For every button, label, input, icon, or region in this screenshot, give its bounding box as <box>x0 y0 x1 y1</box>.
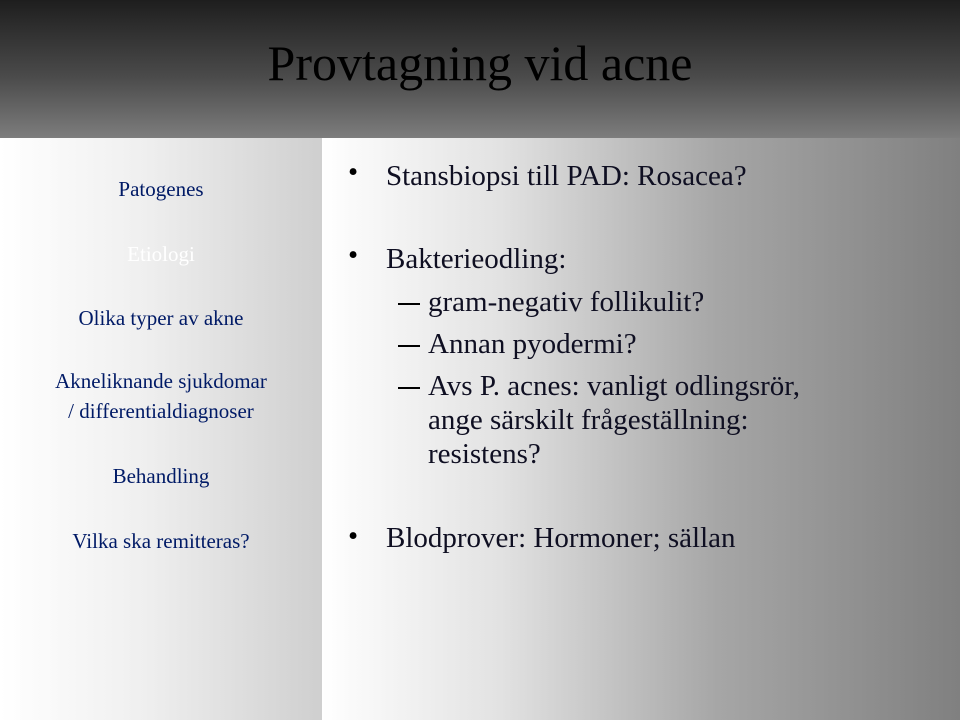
nav-link-olika-typer[interactable]: Olika typer av akne <box>78 306 244 330</box>
bullet-stansbiopsi: Stansbiopsi till PAD: Rosacea? <box>386 160 747 192</box>
title-band <box>0 0 960 138</box>
subitem-avs-p-acnes-line3: resistens? <box>428 438 541 470</box>
bullet-icon: • <box>348 520 359 552</box>
nav-link-remitteras[interactable]: Vilka ska remitteras? <box>72 529 250 553</box>
content-panel <box>322 138 960 720</box>
subitem-avs-p-acnes-line1: Avs P. acnes: vanligt odlingsrör, <box>428 370 801 402</box>
nav-link-differentialdiagnoser[interactable]: / differentialdiagnoser <box>68 399 254 423</box>
dash-icon <box>398 345 420 347</box>
nav-link-patogenes[interactable]: Patogenes <box>118 177 204 201</box>
subitem-avs-p-acnes-line2: ange särskilt frågeställning: <box>428 404 749 436</box>
nav-link-akneliknande[interactable]: Akneliknande sjukdomar <box>55 369 267 393</box>
nav-link-behandling[interactable]: Behandling <box>112 464 210 488</box>
navigation-panel <box>0 138 322 720</box>
bullet-bakterieodling: Bakterieodling: <box>386 243 567 275</box>
dash-icon <box>398 303 420 305</box>
bullet-icon: • <box>348 156 359 188</box>
bullet-icon: • <box>348 239 359 271</box>
slide-title: Provtagning vid acne <box>267 35 693 91</box>
subitem-gram-negativ: gram-negativ follikulit? <box>428 286 705 318</box>
nav-link-etiologi[interactable]: Etiologi <box>127 242 195 266</box>
bullet-blodprover: Blodprover: Hormoner; sällan <box>386 522 736 554</box>
subitem-annan-pyodermi: Annan pyodermi? <box>428 328 637 360</box>
dash-icon <box>398 387 420 389</box>
